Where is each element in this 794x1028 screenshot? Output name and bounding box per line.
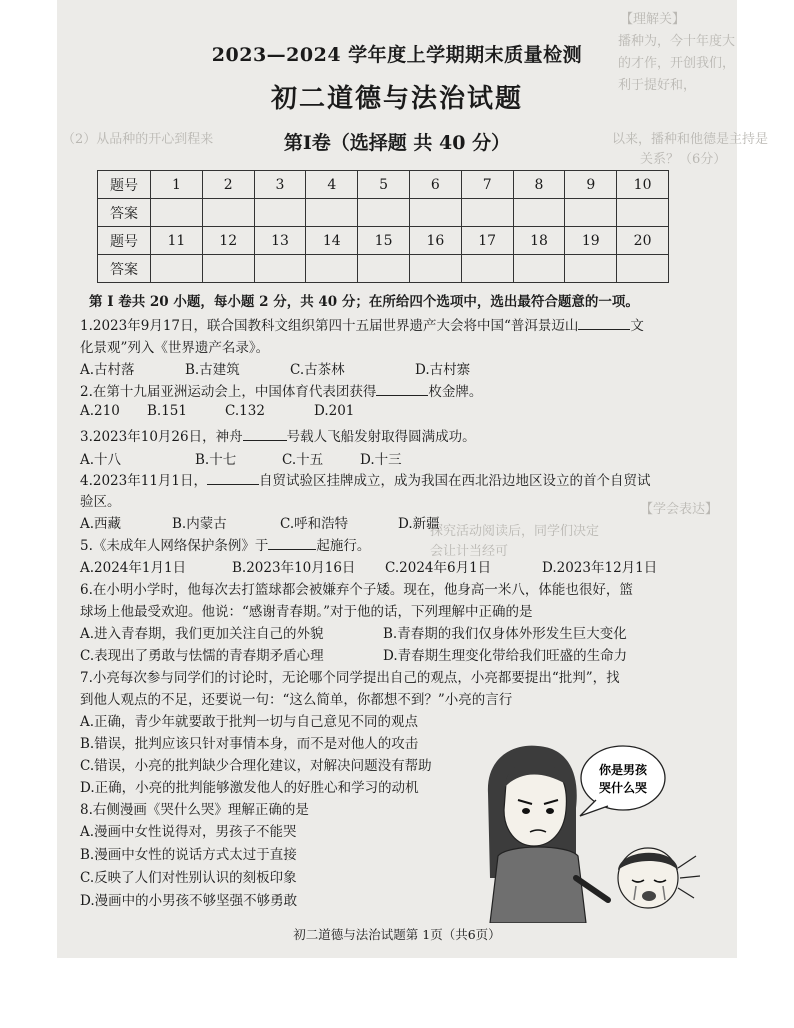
option-a[interactable]: A.2024年1月1日 [80, 560, 187, 576]
answer-cell[interactable] [617, 199, 669, 227]
answer-cell[interactable] [461, 255, 513, 283]
answer-cell[interactable] [202, 255, 254, 283]
question-text: 1.2023年9月17日，联合国教科文组织第四十五届世界遗产大会将中国“普洱景迈山 [80, 318, 579, 334]
bleed-through-text: 的才作，开创我们， [618, 56, 736, 71]
question-text: 枚金牌。 [428, 384, 483, 400]
row-label: 题号 [98, 227, 151, 255]
question-7-stem: 7.小亮每次参与同学们的讨论时，无论哪个同学提出自己的观点，小亮都要提出“批判”，找 [80, 670, 620, 686]
answer-cell[interactable] [409, 255, 461, 283]
fill-blank [376, 383, 428, 396]
answer-grid [97, 170, 669, 283]
woman-body [490, 847, 586, 923]
answer-cell[interactable] [151, 255, 203, 283]
option-b[interactable]: B.漫画中女性的说话方式太过于直接 [80, 847, 297, 863]
question-text: 号载人飞船发射取得圆满成功。 [286, 429, 476, 445]
bleed-through-text: 播种为，今十年度大 [618, 34, 736, 49]
option-b[interactable]: B.内蒙古 [172, 516, 227, 532]
row-label: 题号 [98, 171, 151, 199]
question-number-cell: 17 [461, 227, 513, 255]
answer-row [98, 255, 669, 283]
question-text: 自贸试验区挂牌成立，成为我国在西北沿边地区设立的首个自贸试 [259, 473, 651, 489]
answer-cell[interactable] [513, 255, 565, 283]
option-a[interactable]: A.西藏 [80, 516, 122, 532]
bleed-through-text: 关系？（6分） [640, 152, 727, 167]
question-number-cell: 10 [617, 171, 669, 199]
question-number-cell: 16 [409, 227, 461, 255]
option-c[interactable]: C.2024年6月1日 [385, 560, 492, 576]
answer-cell[interactable] [358, 255, 410, 283]
row-label: 答案 [98, 199, 151, 227]
question-number-cell: 12 [202, 227, 254, 255]
option-c[interactable]: C.错误，小亮的批判缺少合理化建议，对解决问题没有帮助 [80, 758, 432, 774]
bleed-through-text: 以来，播种和他德是主持是 [612, 132, 769, 147]
question-2-stem [80, 380, 482, 400]
question-number-cell: 2 [202, 171, 254, 199]
option-a[interactable]: A.进入青春期，我们更加关注自己的外貌 [80, 626, 324, 642]
woman-eye [546, 808, 554, 814]
option-a[interactable]: A.漫画中女性说得对，男孩子不能哭 [80, 824, 297, 840]
question-text: 2.在第十九届亚洲运动会上，中国体育代表团获得 [80, 384, 377, 400]
question-number-cell: 19 [565, 227, 617, 255]
fill-blank [268, 537, 316, 550]
question-1-stem-cont: 化景观”列入《世界遗产名录》。 [80, 340, 270, 356]
option-b[interactable]: B.古建筑 [185, 362, 240, 378]
question-6-stem: 6.在小明小学时，他每次去打篮球都会被嫌弃个子矮。现在，他身高一米八，体能也很好，篮 [80, 582, 633, 598]
question-number-row [98, 171, 669, 199]
bleed-through-text: 会让计当经可 [430, 544, 509, 559]
question-number-cell: 18 [513, 227, 565, 255]
page-footer: 初二道德与法治试题第 1页（共6页） [293, 927, 501, 942]
question-number-cell: 7 [461, 171, 513, 199]
answer-cell[interactable] [151, 199, 203, 227]
bubble-text: 你是男孩 [598, 763, 648, 777]
question-6-stem-cont: 球场上他最受欢迎。他说：“感谢青春期。”对于他的话，下列理解中正确的是 [80, 604, 533, 620]
section-instructions: 第 Ⅰ 卷共 20 小题，每小题 2 分，共 40 分；在所给四个选项中，选出最符合题意的一项。 [89, 294, 639, 310]
question-7-stem-cont: 到他人观点的不足，还要说一句：“这么简单，你都想不到？”小亮的言行 [80, 692, 513, 708]
question-number-cell: 14 [306, 227, 358, 255]
question-number-cell: 5 [358, 171, 410, 199]
question-number-cell: 6 [409, 171, 461, 199]
bleed-through-text: （2）从品种的开心到程来 [62, 132, 214, 147]
option-c[interactable]: C.呼和浩特 [280, 516, 349, 532]
bleed-through-text: 【理解关】 [620, 12, 686, 27]
question-4-stem [80, 469, 651, 489]
option-a[interactable]: A.210 [80, 403, 120, 419]
fill-blank [243, 428, 287, 441]
option-d[interactable]: D.青春期生理变化带给我们旺盛的生命力 [383, 648, 628, 664]
answer-cell[interactable] [409, 199, 461, 227]
option-b[interactable]: B.青春期的我们仅身体外形发生巨大变化 [383, 626, 627, 642]
question-number-row [98, 227, 669, 255]
option-c[interactable]: C.十五 [282, 452, 324, 468]
boy-mouth [642, 891, 656, 901]
answer-cell[interactable] [617, 255, 669, 283]
question-5-stem [80, 534, 370, 554]
question-text: 4.2023年11月1日， [80, 473, 208, 489]
exam-subject-title: 初二道德与法治试题 [270, 84, 523, 114]
answer-cell[interactable] [461, 199, 513, 227]
question-text: 3.2023年10月26日，神舟 [80, 429, 243, 445]
bubble-text: 哭什么哭 [598, 781, 648, 795]
question-number-cell: 1 [151, 171, 203, 199]
option-b[interactable]: B.151 [147, 403, 187, 419]
bleed-through-text: 【学会表达】 [640, 502, 719, 517]
option-b[interactable]: B.十七 [195, 452, 237, 468]
answer-row [98, 199, 669, 227]
question-3-stem [80, 425, 476, 445]
answer-cell[interactable] [254, 199, 306, 227]
option-c[interactable]: C.表现出了勇敢与怯懦的青春期矛盾心理 [80, 648, 324, 664]
option-d[interactable]: D.正确，小亮的批判能够激发他人的好胜心和学习的动机 [80, 780, 419, 796]
option-a[interactable]: A.古村落 [80, 362, 135, 378]
option-c[interactable]: C.132 [225, 403, 265, 419]
answer-cell[interactable] [306, 199, 358, 227]
question-text: 5.《未成年人网络保护条例》于 [80, 538, 269, 554]
option-c[interactable]: C.古茶林 [290, 362, 345, 378]
question-1-stem [80, 314, 644, 334]
cartoon-illustration [468, 738, 708, 923]
answer-cell[interactable] [565, 199, 617, 227]
bleed-through-text: 利于提好和， [618, 78, 697, 93]
question-text: 文 [630, 318, 644, 334]
answer-cell[interactable] [306, 255, 358, 283]
option-b[interactable]: B.错误，批判应该只针对事情本身，而不是对他人的攻击 [80, 736, 419, 752]
option-d[interactable]: D.新疆 [398, 516, 440, 532]
option-d[interactable]: D.古村寨 [415, 362, 471, 378]
question-number-cell: 8 [513, 171, 565, 199]
answer-cell[interactable] [254, 255, 306, 283]
question-text: 起施行。 [316, 538, 371, 554]
question-number-cell: 3 [254, 171, 306, 199]
question-number-cell: 11 [151, 227, 203, 255]
fill-blank [207, 472, 259, 485]
exam-session-title: 2023—2024 学年度上学期期末质量检测 [211, 44, 583, 66]
option-a[interactable]: A.十八 [80, 452, 122, 468]
speech-bubble [581, 746, 665, 810]
question-number-cell: 9 [565, 171, 617, 199]
question-number-cell: 13 [254, 227, 306, 255]
question-4-stem-cont: 验区。 [80, 494, 121, 510]
fill-blank [578, 317, 630, 330]
woman-eye [522, 808, 530, 814]
option-d[interactable]: D.201 [314, 403, 355, 419]
boy-cry-lines [678, 856, 700, 898]
option-c[interactable]: C.反映了人们对性别认识的刻板印象 [80, 870, 297, 886]
bleed-through-text: 探究活动阅读后，同学们决定 [430, 524, 600, 539]
row-label: 答案 [98, 255, 151, 283]
answer-cell[interactable] [565, 255, 617, 283]
option-d[interactable]: D.2023年12月1日 [542, 560, 658, 576]
question-number-cell: 20 [617, 227, 669, 255]
option-a[interactable]: A.正确，青少年就要敢于批判一切与自己意见不同的观点 [80, 714, 419, 730]
question-number-cell: 15 [358, 227, 410, 255]
option-d[interactable]: D.十三 [360, 452, 402, 468]
answer-cell[interactable] [513, 199, 565, 227]
question-number-cell: 4 [306, 171, 358, 199]
option-b[interactable]: B.2023年10月16日 [232, 560, 356, 576]
answer-cell[interactable] [202, 199, 254, 227]
section-title: 第Ⅰ卷（选择题 共 40 分） [283, 132, 511, 154]
option-d[interactable]: D.漫画中的小男孩不够坚强不够勇敢 [80, 893, 298, 909]
question-8-stem: 8.右侧漫画《哭什么哭》理解正确的是 [80, 802, 309, 818]
answer-cell[interactable] [358, 199, 410, 227]
